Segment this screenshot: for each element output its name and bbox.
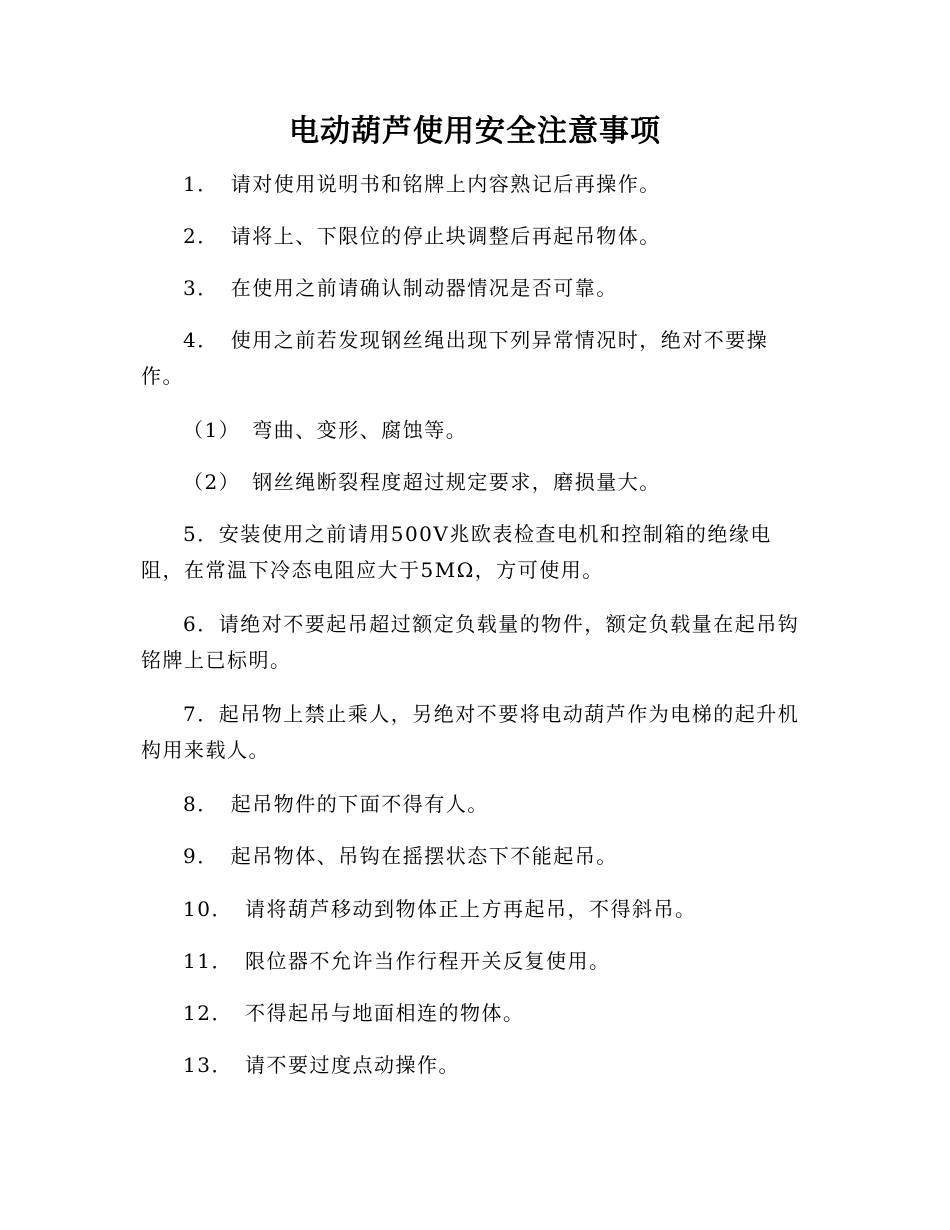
item-text: 钢丝绳断裂程度超过规定要求，磨损量大。 xyxy=(252,470,661,494)
list-item xyxy=(141,943,811,979)
list-item xyxy=(141,270,811,306)
list-item-continuation xyxy=(141,358,811,394)
item-text: 不得起吊与地面相连的物体。 xyxy=(244,1001,525,1025)
item-text-line2: 铭牌上已标明。 xyxy=(141,648,292,672)
item-number: 11． xyxy=(183,949,233,973)
item-text: 请将葫芦移动到物体正上方再起吊，不得斜吊。 xyxy=(244,897,697,921)
list-item-continuation xyxy=(141,552,811,588)
list-item xyxy=(141,696,811,732)
list-item xyxy=(141,606,811,642)
item-number: 4． xyxy=(183,328,219,352)
list-item-continuation xyxy=(141,732,811,768)
item-number: （2） xyxy=(183,470,241,494)
item-number: （1） xyxy=(183,418,241,442)
item-number: 10． xyxy=(183,897,233,921)
sub-list-item xyxy=(141,464,811,500)
item-text-line1: 安装使用之前请用500V兆欧表检查电机和控制箱的绝缘电 xyxy=(218,522,772,546)
item-text-line2: 作。 xyxy=(141,364,184,388)
page-title: 电动葫芦使用安全注意事项 xyxy=(289,114,661,149)
item-text-line2: 阻，在常温下冷态电阻应大于5MΩ，方可使用。 xyxy=(141,558,604,582)
sub-list-item xyxy=(141,412,811,448)
list-item xyxy=(141,166,811,202)
item-text-line1: 请绝对不要起吊超过额定负载量的物件，额定负载量在起吊钩 xyxy=(218,612,800,636)
item-text-line2: 构用来载人。 xyxy=(141,738,270,762)
item-number: 5． xyxy=(183,522,219,546)
item-text: 请对使用说明书和铭牌上内容熟记后再操作。 xyxy=(230,172,661,196)
item-number: 2． xyxy=(183,224,219,248)
list-item-continuation xyxy=(141,642,811,678)
item-text: 限位器不允许当作行程开关反复使用。 xyxy=(244,949,611,973)
item-number: 1． xyxy=(183,172,219,196)
list-item xyxy=(141,322,811,358)
item-number: 3． xyxy=(183,276,219,300)
item-text: 在使用之前请确认制动器情况是否可靠。 xyxy=(230,276,618,300)
item-number: 12． xyxy=(183,1001,233,1025)
item-text: 请不要过度点动操作。 xyxy=(244,1053,460,1077)
list-item xyxy=(141,218,811,254)
item-number: 8． xyxy=(183,792,219,816)
item-text: 请将上、下限位的停止块调整后再起吊物体。 xyxy=(230,224,661,248)
list-item xyxy=(141,786,811,822)
item-number: 13． xyxy=(183,1053,233,1077)
list-item xyxy=(141,1047,811,1083)
list-item xyxy=(141,516,811,552)
list-item xyxy=(141,995,811,1031)
item-text-line1: 使用之前若发现钢丝绳出现下列异常情况时，绝对不要操 xyxy=(230,328,769,352)
list-item xyxy=(141,838,811,874)
list-item xyxy=(141,891,811,927)
item-number: 9． xyxy=(183,844,219,868)
item-number: 7． xyxy=(183,702,219,726)
item-number: 6． xyxy=(183,612,219,636)
item-text: 弯曲、变形、腐蚀等。 xyxy=(252,418,468,442)
item-text: 起吊物体、吊钩在摇摆状态下不能起吊。 xyxy=(230,844,618,868)
item-text: 起吊物件的下面不得有人。 xyxy=(230,792,489,816)
item-text-line1: 起吊物上禁止乘人，另绝对不要将电动葫芦作为电梯的起升机 xyxy=(218,702,800,726)
